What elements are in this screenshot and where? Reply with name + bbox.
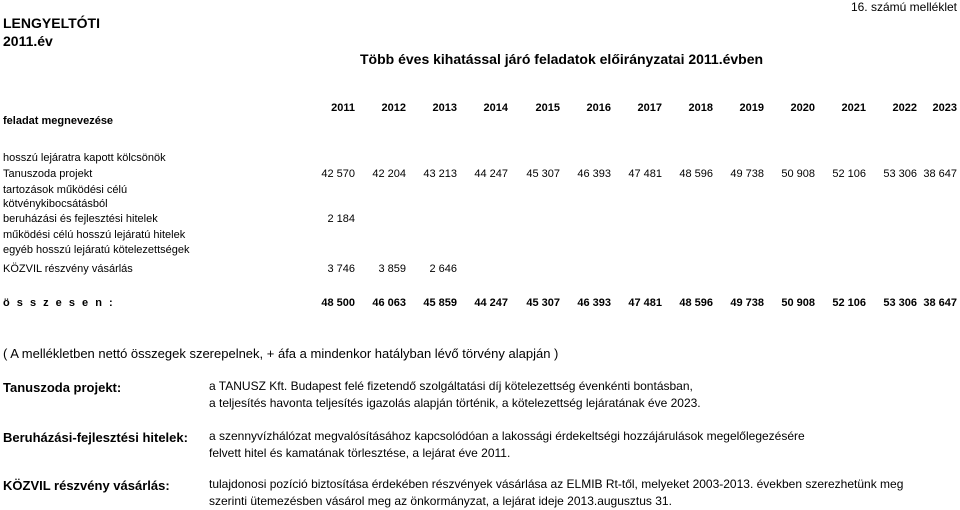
table-cell: 38 647 <box>923 168 957 180</box>
total-cell: 48 596 <box>679 297 713 309</box>
total-cell: 46 063 <box>372 297 406 309</box>
total-cell: 47 481 <box>628 297 662 309</box>
page-title: Több éves kihatással járó feladatok előirányzatai 2011.évben <box>360 51 764 67</box>
year-header: 2012 <box>381 102 406 114</box>
table-cell: 43 213 <box>423 168 457 180</box>
task-column-header: feladat megnevezése <box>3 115 114 127</box>
row-label: tartozások működési célú <box>3 184 128 196</box>
total-cell: 46 393 <box>577 297 611 309</box>
section-title: Tanuszoda projekt: <box>3 380 122 395</box>
total-cell: 52 106 <box>832 297 866 309</box>
year-header: 2023 <box>932 102 957 114</box>
row-label: működési célú hosszú lejáratú hitelek <box>3 229 186 241</box>
year-header: 2018 <box>688 102 713 114</box>
section-text-line: a szennyvízhálózat megvalósításához kapcsolódóan a lakossági érdekeltségi hozzájárulások megelőlegezésére <box>209 429 805 443</box>
year-header: 2016 <box>586 102 611 114</box>
total-cell: 44 247 <box>474 297 508 309</box>
table-cell: 42 570 <box>321 168 355 180</box>
table-cell: 45 307 <box>526 168 560 180</box>
year-header: 2015 <box>535 102 560 114</box>
table-cell: 48 596 <box>679 168 713 180</box>
table-cell: 3 859 <box>378 263 406 275</box>
year-header: 2014 <box>483 102 508 114</box>
table-cell: 50 908 <box>781 168 815 180</box>
year-header: 2019 <box>739 102 764 114</box>
table-cell: 53 306 <box>883 168 917 180</box>
total-cell: 48 500 <box>321 297 355 309</box>
year-header: 2013 <box>432 102 457 114</box>
total-cell: 45 307 <box>526 297 560 309</box>
table-cell: 42 204 <box>372 168 406 180</box>
section-text-line: szerinti ütemezésben vásárol meg az önkormányzat, a lejárat ideje 2013.augusztus 31. <box>209 494 672 508</box>
total-cell: 45 859 <box>423 297 457 309</box>
total-cell: 50 908 <box>781 297 815 309</box>
section-text-line: a TANUSZ Kft. Budapest felé fizetendő szolgáltatási díj kötelezettség évenkénti bontásban, <box>209 379 693 393</box>
footnote: ( A mellékletben nettó összegek szerepelnek, + áfa a mindenkor hatályban lévő törvény alapján ) <box>3 346 559 361</box>
year-header: 2021 <box>841 102 866 114</box>
row-label: egyéb hosszú lejáratú kötelezettségek <box>3 244 190 256</box>
total-cell: 49 738 <box>730 297 764 309</box>
table-cell: 49 738 <box>730 168 764 180</box>
org-line-1: LENGYELTÓTI <box>3 15 100 31</box>
year-header: 2020 <box>790 102 815 114</box>
table-cell: 52 106 <box>832 168 866 180</box>
table-cell: 2 184 <box>327 213 355 225</box>
annex-label: 16. számú melléklet <box>850 0 957 14</box>
year-header: 2022 <box>892 102 917 114</box>
table-cell: 47 481 <box>628 168 662 180</box>
section-title: KÖZVIL részvény vásárlás: <box>3 478 170 493</box>
total-cell: 38 647 <box>923 297 957 309</box>
org-line-2: 2011.év <box>3 33 53 49</box>
table-cell: 2 646 <box>429 263 457 275</box>
total-cell: 53 306 <box>883 297 917 309</box>
year-header: 2017 <box>637 102 662 114</box>
row-label: hosszú lejáratra kapott kölcsönök <box>3 152 166 164</box>
section-title: Beruházási-fejlesztési hitelek: <box>3 430 188 445</box>
total-label: ö s s z e s e n : <box>3 297 115 309</box>
row-label: beruházási és fejlesztési hitelek <box>3 213 158 225</box>
row-label: KÖZVIL részvény vásárlás <box>3 263 133 275</box>
table-cell: 46 393 <box>577 168 611 180</box>
year-header: 2011 <box>331 102 355 114</box>
table-cell: 44 247 <box>474 168 508 180</box>
row-label: Tanuszoda projekt <box>3 168 93 180</box>
row-label: kötvénykibocsátásból <box>3 198 108 210</box>
org-name <box>3 14 100 50</box>
table-cell: 3 746 <box>327 263 355 275</box>
section-text-line: a teljesítés havonta teljesítés igazolás alapján történik, a kötelezettség lejáratának éve 2023. <box>209 396 701 410</box>
section-text-line: felvett hitel és kamatának törlesztése, a lejárat éve 2011. <box>209 446 511 460</box>
section-text-line: tulajdonosi pozíció biztosítása érdekében részvények vásárlása az ELMIB Rt-től, melyeket 2003-2013. években szerezhetünk meg <box>209 477 904 491</box>
